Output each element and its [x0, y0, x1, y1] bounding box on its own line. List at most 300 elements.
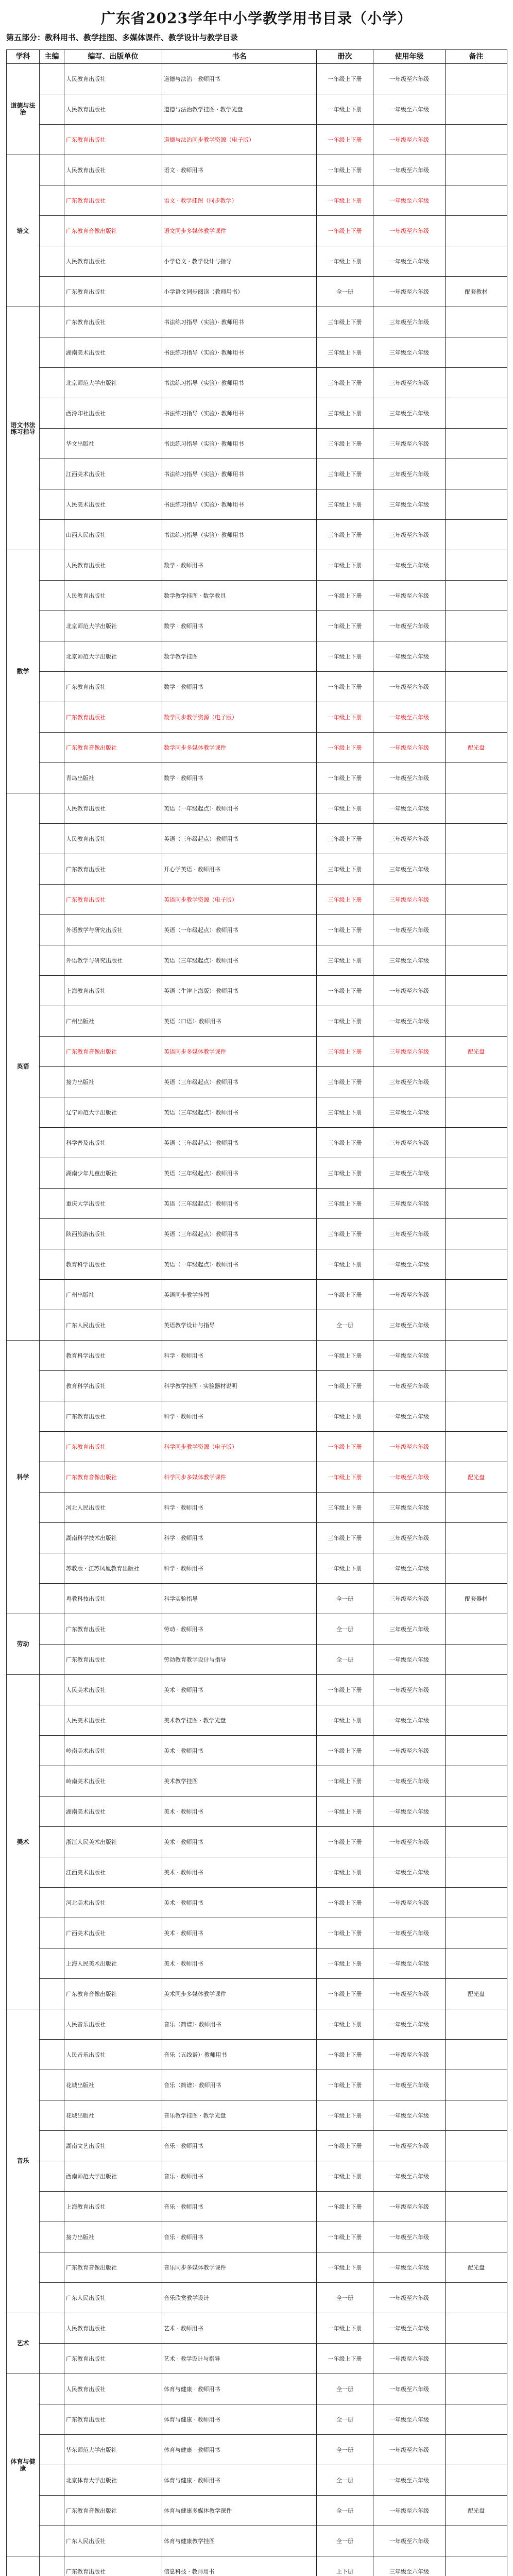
- table-row: [7, 1827, 507, 1857]
- table-row: [7, 672, 507, 702]
- book-title-cell: 数学 · 教师用书: [162, 672, 317, 702]
- publisher-cell: 粤教科技出版社: [64, 1584, 162, 1614]
- publisher-cell: 广东教育出版社: [64, 672, 162, 702]
- grade-cell: 一年级至六年级: [373, 125, 446, 155]
- table-row: [7, 1614, 507, 1645]
- table-row: [7, 793, 507, 824]
- table-row: [7, 1432, 507, 1462]
- book-title-cell: 音乐 · 教师用书: [162, 2131, 317, 2161]
- grade-cell: 三年级至六年级: [373, 1128, 446, 1158]
- book-title-cell: 书法练习指导（实验）· 教师用书: [162, 398, 317, 429]
- editor-cell: [40, 854, 64, 885]
- note-cell: [446, 1675, 507, 1705]
- note-cell: [446, 1219, 507, 1249]
- editor-cell: [40, 1249, 64, 1280]
- note-cell: [446, 1280, 507, 1310]
- volume-cell: 一年级上下册: [317, 1371, 373, 1401]
- grade-cell: 三年级至六年级: [373, 885, 446, 915]
- publisher-cell: 科学普及出版社: [64, 1128, 162, 1158]
- publisher-cell: 华文出版社: [64, 429, 162, 459]
- book-title-cell: 体育与健康教学挂图: [162, 2526, 317, 2556]
- grade-cell: 三年级至六年级: [373, 1310, 446, 1341]
- volume-cell: 一年级上下册: [317, 1857, 373, 1888]
- book-title-cell: 美术 · 教师用书: [162, 1675, 317, 1705]
- publisher-cell: 北京师范大学出版社: [64, 641, 162, 672]
- book-title-cell: 英语同步教学资源（电子版）: [162, 885, 317, 915]
- book-title-cell: 信息科技 · 教师用书: [162, 2556, 317, 2576]
- grade-cell: 三年级至六年级: [373, 1523, 446, 1553]
- publisher-cell: 人民美术出版社: [64, 1675, 162, 1705]
- volume-cell: 三年级上下册: [317, 459, 373, 489]
- note-cell: [446, 2556, 507, 2576]
- editor-cell: [40, 2222, 64, 2252]
- book-title-cell: 美术教学挂图: [162, 1766, 317, 1797]
- publisher-cell: 广东教育出版社: [64, 125, 162, 155]
- note-cell: [446, 489, 507, 520]
- editor-cell: [40, 1948, 64, 1979]
- editor-cell: [40, 489, 64, 520]
- editor-cell: [40, 185, 64, 216]
- note-cell: 配光盘: [446, 2496, 507, 2526]
- note-cell: [446, 2313, 507, 2344]
- book-title-cell: 科学 · 教师用书: [162, 1553, 317, 1584]
- publisher-cell: 北京师范大学出版社: [64, 611, 162, 641]
- table-row: [7, 2435, 507, 2465]
- volume-cell: 一年级上下册: [317, 733, 373, 763]
- grade-cell: 三年级至六年级: [373, 307, 446, 337]
- publisher-cell: 人民教育出版社: [64, 2313, 162, 2344]
- note-cell: [446, 672, 507, 702]
- book-title-cell: 英语（三年级起点）· 教师用书: [162, 824, 317, 854]
- editor-cell: [40, 1888, 64, 1918]
- book-title-cell: 英语（牛津上海版）· 教师用书: [162, 976, 317, 1006]
- volume-cell: 一年级上下册: [317, 2070, 373, 2100]
- editor-cell: [40, 915, 64, 945]
- grade-cell: 一年级至六年级: [373, 581, 446, 611]
- publisher-cell: 北京师范大学出版社: [64, 368, 162, 398]
- page-title: 广东省2023学年中小学教学用书目录（小学）: [101, 10, 412, 27]
- volume-cell: 一年级上下册: [317, 2252, 373, 2283]
- publisher-cell: 广西美术出版社: [64, 1918, 162, 1948]
- publisher-cell: 河北美术出版社: [64, 1888, 162, 1918]
- note-cell: [446, 2131, 507, 2161]
- table-row: [7, 611, 507, 641]
- table-row: [7, 1888, 507, 1918]
- volume-cell: 一年级上下册: [317, 1432, 373, 1462]
- publisher-cell: 广东教育出版社: [64, 185, 162, 216]
- volume-cell: 一年级上下册: [317, 2222, 373, 2252]
- grade-cell: 三年级至六年级: [373, 368, 446, 398]
- book-title-cell: 书法练习指导（实验）· 教师用书: [162, 337, 317, 368]
- note-cell: [446, 641, 507, 672]
- note-cell: 配光盘: [446, 733, 507, 763]
- volume-cell: 一年级上下册: [317, 1249, 373, 1280]
- editor-cell: [40, 1432, 64, 1462]
- publisher-cell: 人民教育出版社: [64, 246, 162, 277]
- publisher-cell: 湖南文艺出版社: [64, 2131, 162, 2161]
- volume-cell: 全一册: [317, 2435, 373, 2465]
- book-title-cell: 数学 · 教师用书: [162, 763, 317, 793]
- volume-cell: 一年级上下册: [317, 1401, 373, 1432]
- editor-cell: [40, 307, 64, 337]
- book-title-cell: 体育与健康 · 教师用书: [162, 2374, 317, 2404]
- book-title-cell: 数学 · 教师用书: [162, 611, 317, 641]
- editor-cell: [40, 2009, 64, 2040]
- table-row: [7, 702, 507, 733]
- table-row: [7, 1006, 507, 1037]
- publisher-cell: 接力出版社: [64, 1067, 162, 1097]
- book-title-cell: 英语（三年级起点）· 教师用书: [162, 1128, 317, 1158]
- publisher-cell: 人民教育出版社: [64, 581, 162, 611]
- book-title-cell: 小学语文 · 教学设计与指导: [162, 246, 317, 277]
- note-cell: 配光盘: [446, 1979, 507, 2009]
- publisher-cell: 教育科学出版社: [64, 1371, 162, 1401]
- publisher-cell: 广东教育出版社: [64, 1401, 162, 1432]
- table-row: [7, 1037, 507, 1067]
- volume-cell: 一年级上下册: [317, 185, 373, 216]
- grade-cell: 一年级至六年级: [373, 1918, 446, 1948]
- publisher-cell: 广东教育出版社: [64, 885, 162, 915]
- volume-cell: 三年级上下册: [317, 489, 373, 520]
- grade-cell: 一年级至六年级: [373, 94, 446, 125]
- volume-cell: 三年级上下册: [317, 1128, 373, 1158]
- publisher-cell: 人民教育出版社: [64, 793, 162, 824]
- publisher-cell: 人民教育出版社: [64, 94, 162, 125]
- editor-cell: [40, 1979, 64, 2009]
- volume-cell: 三年级上下册: [317, 854, 373, 885]
- editor-cell: [40, 1401, 64, 1432]
- note-cell: [446, 1006, 507, 1037]
- publisher-cell: 广东教育出版社: [64, 2556, 162, 2576]
- table-row: [7, 2040, 507, 2070]
- table-row: [7, 489, 507, 520]
- note-cell: [446, 1797, 507, 1827]
- grade-cell: 三年级至六年级: [373, 854, 446, 885]
- note-cell: [446, 793, 507, 824]
- volume-cell: 三年级上下册: [317, 824, 373, 854]
- editor-cell: [40, 1158, 64, 1189]
- book-title-cell: 英语（三年级起点）· 教师用书: [162, 1158, 317, 1189]
- book-title-cell: 书法练习指导（实验）· 教师用书: [162, 489, 317, 520]
- book-title-cell: 开心学英语 · 教师用书: [162, 854, 317, 885]
- volume-cell: 一年级上下册: [317, 1979, 373, 2009]
- editor-cell: [40, 550, 64, 581]
- table-body: [7, 64, 507, 2576]
- book-title-cell: 英语（一年级起点）· 教师用书: [162, 915, 317, 945]
- publisher-cell: 外语教学与研究出版社: [64, 915, 162, 945]
- table-row: [7, 2526, 507, 2556]
- volume-cell: 上下册: [317, 2556, 373, 2576]
- volume-cell: 三年级上下册: [317, 1158, 373, 1189]
- book-title-cell: 体育与健康 · 教师用书: [162, 2435, 317, 2465]
- publisher-cell: 上海教育出版社: [64, 2192, 162, 2222]
- volume-cell: 一年级上下册: [317, 1948, 373, 1979]
- table-row: [7, 2252, 507, 2283]
- grade-cell: 一年级至六年级: [373, 1705, 446, 1736]
- table-row: [7, 1401, 507, 1432]
- volume-cell: 一年级上下册: [317, 763, 373, 793]
- editor-cell: [40, 2161, 64, 2192]
- note-cell: [446, 2222, 507, 2252]
- editor-cell: [40, 1645, 64, 1675]
- editor-cell: [40, 429, 64, 459]
- publisher-cell: 人民教育出版社: [64, 550, 162, 581]
- table-row: [7, 1948, 507, 1979]
- note-cell: [446, 1857, 507, 1888]
- subject-cell: 美术: [7, 1675, 40, 2009]
- grade-cell: 三年级至六年级: [373, 1614, 446, 1645]
- publisher-cell: 岭南美术出版社: [64, 1766, 162, 1797]
- grade-cell: 一年级至六年级: [373, 246, 446, 277]
- grade-cell: 一年级至六年级: [373, 672, 446, 702]
- volume-cell: 一年级上下册: [317, 2100, 373, 2131]
- publisher-cell: 上海教育出版社: [64, 976, 162, 1006]
- grade-cell: 三年级至六年级: [373, 520, 446, 550]
- volume-cell: 一年级上下册: [317, 1827, 373, 1857]
- book-title-cell: 美术 · 教师用书: [162, 1948, 317, 1979]
- grade-cell: 一年级至六年级: [373, 550, 446, 581]
- publisher-cell: 广东教育出版社: [64, 307, 162, 337]
- table-row: [7, 945, 507, 976]
- note-cell: [446, 824, 507, 854]
- book-title-cell: 道德与法治教学挂图 · 教学光盘: [162, 94, 317, 125]
- table-row: [7, 763, 507, 793]
- book-title-cell: 艺术 · 教学设计与指导: [162, 2344, 317, 2374]
- grade-cell: 一年级至六年级: [373, 2283, 446, 2313]
- table-row: [7, 1067, 507, 1097]
- publisher-cell: 西南师范大学出版社: [64, 2161, 162, 2192]
- book-title-cell: 英语（口语）· 教师用书: [162, 1006, 317, 1037]
- editor-cell: [40, 459, 64, 489]
- note-cell: [446, 1948, 507, 1979]
- book-title-cell: 英语（三年级起点）· 教师用书: [162, 945, 317, 976]
- editor-cell: [40, 125, 64, 155]
- grade-cell: 一年级至六年级: [373, 1645, 446, 1675]
- note-cell: [446, 398, 507, 429]
- editor-cell: [40, 885, 64, 915]
- volume-cell: 一年级上下册: [317, 64, 373, 94]
- volume-cell: 一年级上下册: [317, 1705, 373, 1736]
- volume-cell: 一年级上下册: [317, 246, 373, 277]
- note-cell: [446, 1736, 507, 1766]
- volume-cell: 一年级上下册: [317, 2040, 373, 2070]
- editor-cell: [40, 1766, 64, 1797]
- note-cell: [446, 1158, 507, 1189]
- note-cell: [446, 1371, 507, 1401]
- grade-cell: 一年级至六年级: [373, 1736, 446, 1766]
- grade-cell: 一年级至六年级: [373, 733, 446, 763]
- note-cell: [446, 459, 507, 489]
- volume-cell: 三年级上下册: [317, 1189, 373, 1219]
- note-cell: [446, 1827, 507, 1857]
- publisher-cell: 广州出版社: [64, 1280, 162, 1310]
- publisher-cell: 外语教学与研究出版社: [64, 945, 162, 976]
- table-row: [7, 976, 507, 1006]
- editor-cell: [40, 1219, 64, 1249]
- table-row: [7, 1584, 507, 1614]
- note-cell: [446, 611, 507, 641]
- editor-cell: [40, 2496, 64, 2526]
- book-title-cell: 音乐 · 教师用书: [162, 2192, 317, 2222]
- book-title-cell: 英语（三年级起点）· 教师用书: [162, 1189, 317, 1219]
- grade-cell: 一年级至六年级: [373, 1401, 446, 1432]
- editor-cell: [40, 1189, 64, 1219]
- publisher-cell: 岭南美术出版社: [64, 1736, 162, 1766]
- book-title-cell: 音乐 · 教师用书: [162, 2161, 317, 2192]
- note-cell: [446, 1523, 507, 1553]
- editor-cell: [40, 945, 64, 976]
- grade-cell: 一年级至六年级: [373, 2131, 446, 2161]
- volume-cell: 一年级上下册: [317, 915, 373, 945]
- note-cell: [446, 1888, 507, 1918]
- publisher-cell: 重庆大学出版社: [64, 1189, 162, 1219]
- note-cell: [446, 1341, 507, 1371]
- publisher-cell: 江西美术出版社: [64, 1857, 162, 1888]
- editor-cell: [40, 1857, 64, 1888]
- editor-cell: [40, 1827, 64, 1857]
- book-title-cell: 音乐欣赏教学设计: [162, 2283, 317, 2313]
- book-title-cell: 道德与法治 · 教师用书: [162, 64, 317, 94]
- editor-cell: [40, 1097, 64, 1128]
- volume-cell: 一年级上下册: [317, 672, 373, 702]
- grade-cell: 一年级至六年级: [373, 2161, 446, 2192]
- volume-cell: 一年级上下册: [317, 1675, 373, 1705]
- volume-cell: 三年级上下册: [317, 1493, 373, 1523]
- note-cell: [446, 1645, 507, 1675]
- book-title-cell: 书法练习指导（实验）· 教师用书: [162, 368, 317, 398]
- book-title-cell: 英语（三年级起点）· 教师用书: [162, 1097, 317, 1128]
- editor-cell: [40, 2465, 64, 2496]
- book-title-cell: 音乐（简谱）· 教师用书: [162, 2009, 317, 2040]
- note-cell: [446, 945, 507, 976]
- book-title-cell: 英语（一年级起点）· 教师用书: [162, 793, 317, 824]
- table-row: [7, 1675, 507, 1705]
- note-cell: [446, 155, 507, 185]
- volume-cell: 一年级上下册: [317, 1341, 373, 1371]
- volume-cell: 一年级上下册: [317, 94, 373, 125]
- volume-cell: 三年级上下册: [317, 368, 373, 398]
- publisher-cell: 苏教版 · 江苏凤凰教育出版社: [64, 1553, 162, 1584]
- table-row: [7, 1705, 507, 1736]
- publisher-cell: 江西美术出版社: [64, 459, 162, 489]
- editor-cell: [40, 1280, 64, 1310]
- grade-cell: 三年级至六年级: [373, 1097, 446, 1128]
- note-cell: [446, 2040, 507, 2070]
- grade-cell: 一年级至六年级: [373, 2040, 446, 2070]
- volume-cell: 一年级上下册: [317, 2344, 373, 2374]
- publisher-cell: 北京体育大学出版社: [64, 2465, 162, 2496]
- book-title-cell: 书法练习指导（实验）· 教师用书: [162, 307, 317, 337]
- grade-cell: 一年级至六年级: [373, 2100, 446, 2131]
- editor-cell: [40, 824, 64, 854]
- note-cell: [446, 2404, 507, 2435]
- subject-cell: 英语: [7, 793, 40, 1341]
- publisher-cell: 广东教育出版社: [64, 1645, 162, 1675]
- editor-cell: [40, 216, 64, 246]
- table-row: [7, 1249, 507, 1280]
- table-row: [7, 2496, 507, 2526]
- editor-cell: [40, 2526, 64, 2556]
- publisher-cell: 湖南美术出版社: [64, 1797, 162, 1827]
- book-title-cell: 体育与健康 · 教师用书: [162, 2404, 317, 2435]
- publisher-cell: 广东教育出版社: [64, 1432, 162, 1462]
- header-publisher: 编写、出版单位: [64, 50, 162, 64]
- table-row: [7, 2313, 507, 2344]
- grade-cell: 三年级至六年级: [373, 1584, 446, 1614]
- book-title-cell: 美术 · 教师用书: [162, 1736, 317, 1766]
- volume-cell: 一年级上下册: [317, 611, 373, 641]
- grade-cell: 三年级至六年级: [373, 1189, 446, 1219]
- editor-cell: [40, 611, 64, 641]
- note-cell: [446, 185, 507, 216]
- publisher-cell: 人民教育出版社: [64, 824, 162, 854]
- editor-cell: [40, 277, 64, 307]
- publisher-cell: 广东教育音像出版社: [64, 1462, 162, 1493]
- grade-cell: 一年级至六年级: [373, 1006, 446, 1037]
- table-row: [7, 915, 507, 945]
- book-title-cell: 科学教学挂图 · 实验器材说明: [162, 1371, 317, 1401]
- section-subtitle: 第五部分：教科用书、教学挂图、多媒体课件、教学设计与教学目录: [6, 33, 238, 42]
- grade-cell: 一年级至六年级: [373, 1766, 446, 1797]
- book-title-cell: 书法练习指导（实验）· 教师用书: [162, 520, 317, 550]
- book-title-cell: 语文 · 教学挂图（同步教学）: [162, 185, 317, 216]
- grade-cell: 一年级至六年级: [373, 1948, 446, 1979]
- editor-cell: [40, 1371, 64, 1401]
- grade-cell: 一年级至六年级: [373, 1857, 446, 1888]
- publisher-cell: 上海人民美术出版社: [64, 1948, 162, 1979]
- volume-cell: 三年级上下册: [317, 520, 373, 550]
- publisher-cell: 广东教育出版社: [64, 702, 162, 733]
- grade-cell: 一年级至六年级: [373, 2192, 446, 2222]
- note-cell: [446, 976, 507, 1006]
- book-catalog-table: [6, 49, 507, 2576]
- editor-cell: [40, 2374, 64, 2404]
- editor-cell: [40, 733, 64, 763]
- volume-cell: 全一册: [317, 277, 373, 307]
- book-title-cell: 书法练习指导（实验）· 教师用书: [162, 459, 317, 489]
- table-row: [7, 1219, 507, 1249]
- note-cell: [446, 581, 507, 611]
- editor-cell: [40, 2252, 64, 2283]
- note-cell: [446, 1766, 507, 1797]
- book-title-cell: 音乐 · 教师用书: [162, 2222, 317, 2252]
- header-editor: 主编: [40, 50, 64, 64]
- note-cell: 配光盘: [446, 1037, 507, 1067]
- header-grade: 使用年级: [373, 50, 446, 64]
- book-title-cell: 美术教学挂图 · 教学光盘: [162, 1705, 317, 1736]
- note-cell: [446, 64, 507, 94]
- book-title-cell: 美术 · 教师用书: [162, 1918, 317, 1948]
- book-title-cell: 数学同步教学资源（电子版）: [162, 702, 317, 733]
- note-cell: [446, 1128, 507, 1158]
- volume-cell: 三年级上下册: [317, 429, 373, 459]
- book-title-cell: 美术同步多媒体教学课件: [162, 1979, 317, 2009]
- table-row: [7, 1766, 507, 1797]
- publisher-cell: 广东教育出版社: [64, 277, 162, 307]
- book-title-cell: 英语（一年级起点）· 教师用书: [162, 1249, 317, 1280]
- editor-cell: [40, 1128, 64, 1158]
- note-cell: [446, 520, 507, 550]
- note-cell: [446, 1189, 507, 1219]
- table-row: [7, 550, 507, 581]
- volume-cell: 一年级上下册: [317, 1006, 373, 1037]
- grade-cell: 一年级至六年级: [373, 2496, 446, 2526]
- table-row: [7, 2556, 507, 2576]
- table-row: [7, 1189, 507, 1219]
- publisher-cell: 广东人民出版社: [64, 2526, 162, 2556]
- table-row: [7, 1918, 507, 1948]
- grade-cell: 一年级至六年级: [373, 1341, 446, 1371]
